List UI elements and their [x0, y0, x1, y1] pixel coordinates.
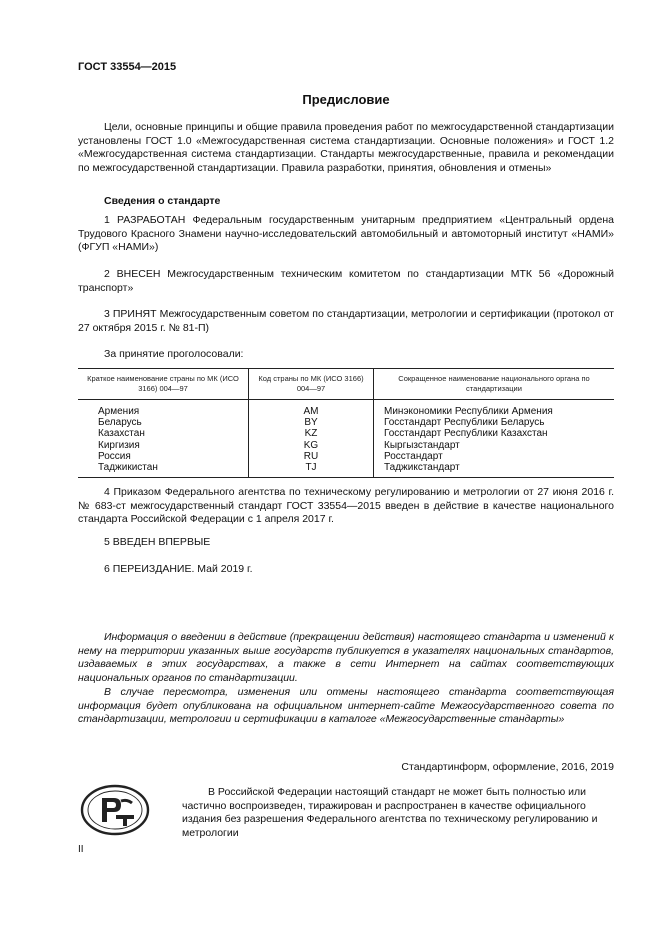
cell-body: Росстандарт	[374, 451, 615, 462]
page-title: Предисловие	[302, 92, 390, 107]
cell-code: BY	[249, 417, 374, 428]
cell-code: RU	[249, 451, 374, 462]
item-6: 6 ПЕРЕИЗДАНИЕ. Май 2019 г.	[104, 563, 253, 575]
item-4: 4 Приказом Федерального агентства по техническому регулированию и метрологии от 27 июня 2016 г. № 683-ст межгосударственный стандарт ГОСТ 33554—2015 введен в действие в качестве национального стандарта Российской Федерации с 1 апреля 2017 г.	[78, 486, 614, 526]
table-row	[78, 417, 614, 428]
cell-country: Таджикистан	[78, 462, 249, 478]
table-row	[78, 428, 614, 439]
cell-body: Таджикстандарт	[374, 462, 615, 478]
cell-code: KG	[249, 440, 374, 451]
cell-body: Кыргызстандарт	[374, 440, 615, 451]
rst-logo-icon	[80, 784, 150, 836]
cell-country: Армения	[98, 406, 140, 417]
cell-code: AM	[249, 400, 374, 418]
copyright-notice: В Российской Федерации настоящий стандарт не может быть полностью или частично воспроизведен, тиражирован и распространен в качестве официального издания без разрешения Федерального агентства по техническому регулированию и метрологии	[182, 786, 598, 839]
section-title: Сведения о стандарте	[104, 195, 221, 207]
votes-table-header	[78, 369, 614, 400]
header-code: Код страны по МК (ИСО 3166) 004—97	[249, 369, 374, 400]
item-adopted: 3 ПРИНЯТ Межгосударственным советом по стандартизации, метрологии и сертификации (протокол от 27 октября 2015 г. № 81-П)	[78, 308, 614, 334]
cell-country: Беларусь	[98, 417, 142, 429]
table-row	[78, 462, 614, 478]
intro-paragraph: Цели, основные принципы и общие правила проведения работ по межгосударственной стандартизации установлены ГОСТ 1.0 «Межгосударственная система стандартизации. Основные положения» и ГОСТ 1.2 «Межгосударственная система стандартизации. Стандарты межгосударственные, правила и рекомендации по межгосударственной стандартизации. Правила разработки, принятия, обновления и отмены»	[78, 121, 614, 174]
cell-body: Госстандарт Республики Казахстан	[374, 428, 615, 439]
item-developed: 1 РАЗРАБОТАН Федеральным государственным унитарным предприятием «Центральный ордена Трудового Красного Знамени научно-исследовательский автомобильный и автомоторный институт «НАМИ» (ФГУП «НАМИ»)	[78, 214, 614, 254]
table-row	[78, 451, 614, 462]
votes-intro: За принятие проголосовали:	[104, 348, 244, 360]
header-country: Краткое наименование страны по МК (ИСО 3166) 004—97	[78, 369, 249, 400]
table-row	[78, 440, 614, 451]
cell-code: KZ	[249, 428, 374, 439]
cell-country: Киргизия	[98, 439, 140, 451]
header-body: Сокращенное наименование национального органа по стандартизации	[374, 369, 615, 400]
cell-body: Госстандарт Республики Беларусь	[374, 417, 615, 428]
page-number: II	[78, 844, 84, 855]
item-5: 5 ВВЕДЕН ВПЕРВЫЕ	[104, 536, 211, 548]
doc-code-header: ГОСТ 33554—2015	[78, 61, 177, 73]
publisher-line: Стандартинформ, оформление, 2016, 2019	[401, 761, 614, 773]
table-row	[78, 400, 614, 418]
info-paragraph-2: В случае пересмотра, изменения или отмены настоящего стандарта соответствующая информация будет опубликована на официальном интернет-сайте Межгосударственного совета по стандартизации, метрологии и сертификации в каталоге «Межгосударственные стандарты»	[78, 686, 614, 726]
votes-table	[78, 368, 614, 478]
item-introduced: 2 ВНЕСЕН Межгосударственным техническим комитетом по стандартизации МТК 56 «Дорожный транспорт»	[78, 268, 614, 294]
cell-code: TJ	[249, 462, 374, 478]
info-paragraph-1: Информация о введении в действие (прекращении действия) настоящего стандарта и изменений к нему на территории указанных выше государств публикуется в указателях национальных стандартов, издаваемых в этих государствах, а также в сети Интернет на сайтах соответствующих национальных органов по стандартизации.	[78, 631, 614, 684]
cell-country: Казахстан	[98, 428, 145, 440]
cell-body: Минэкономики Республики Армения	[374, 400, 615, 418]
cell-country: Россия	[98, 450, 131, 462]
